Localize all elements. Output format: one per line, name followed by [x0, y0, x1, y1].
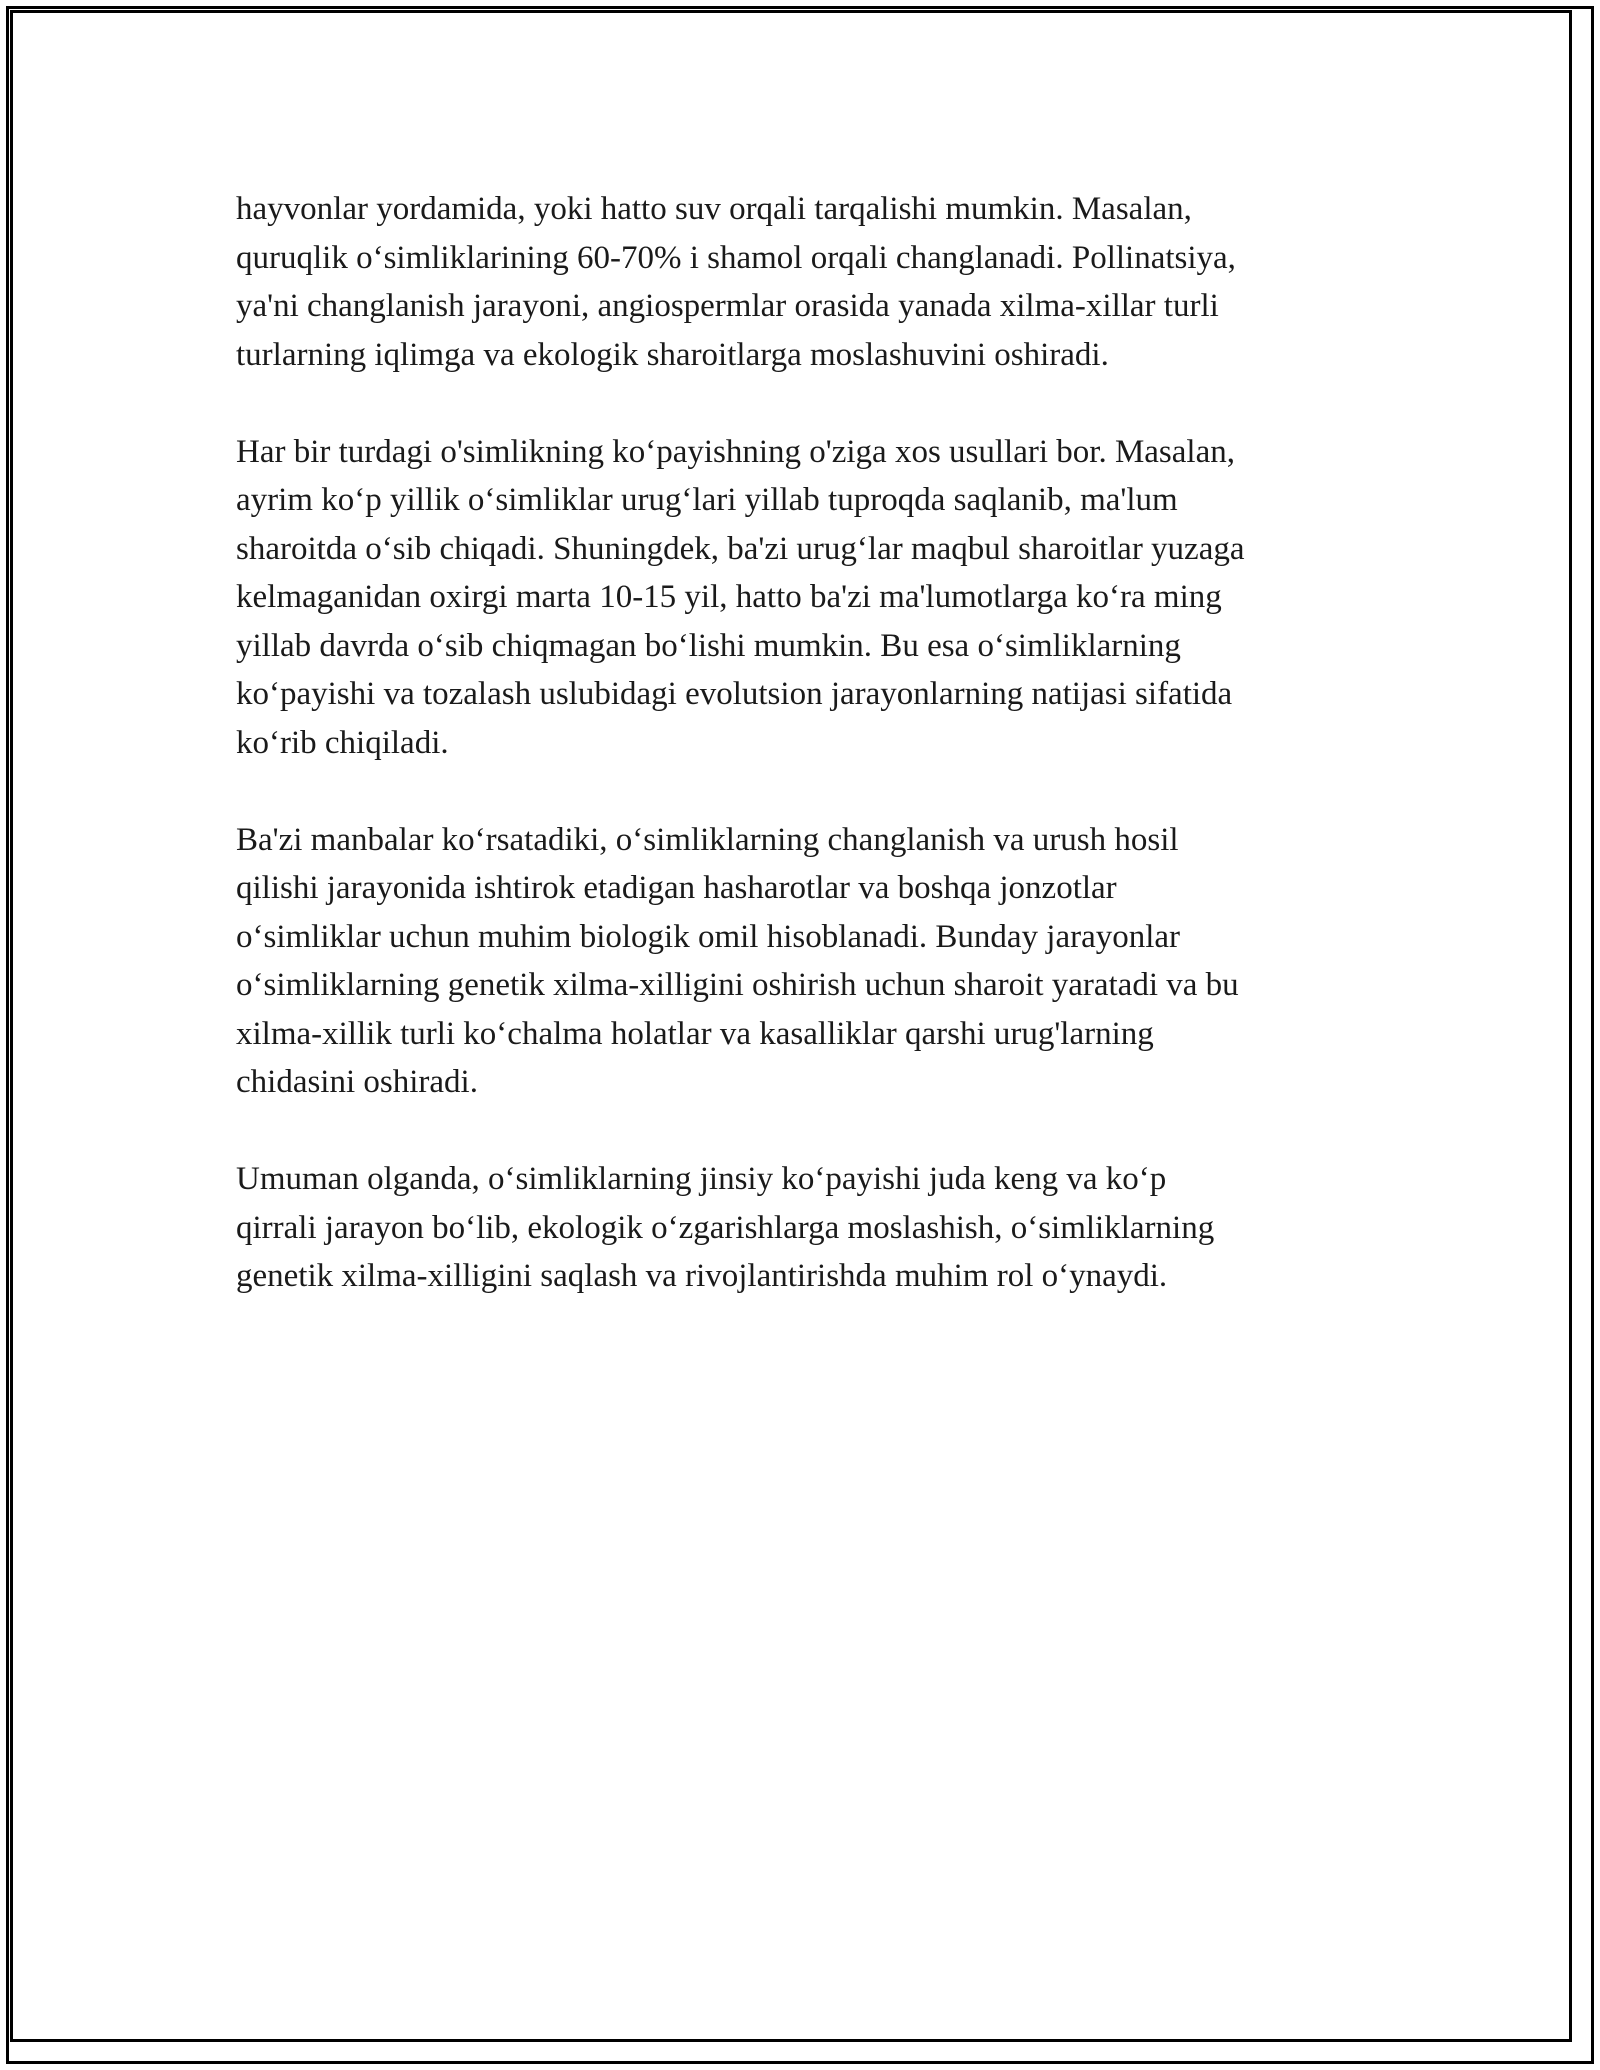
document-body	[236, 185, 1376, 1349]
text-line: Har bir turdagi o'simlikning ko‘payishning o'ziga xos usullari bor. Masalan,	[236, 433, 1235, 470]
text-line: qilishi jarayonida ishtirok etadigan hasharotlar va boshqa jonzotlar	[236, 870, 1117, 906]
text-line: kelmaganidan oxirgi marta 10-15 yil, hatto ba'zi ma'lumotlarga ko‘ra ming	[236, 579, 1222, 615]
paragraph-4	[236, 1155, 1376, 1301]
text-line: chidasini oshiradi.	[236, 1064, 478, 1100]
text-line: qirrali jarayon bo‘lib, ekologik o‘zgarishlarga moslashish, o‘simliklarning	[236, 1209, 1215, 1246]
text-line: ko‘rib chiqiladi.	[236, 724, 449, 761]
text-line: o‘simliklar uchun muhim biologik omil hisoblanadi. Bunday jarayonlar	[236, 918, 1181, 955]
text-line: turlarning iqlimga va ekologik sharoitlarga moslashuvini oshiradi.	[236, 336, 1109, 373]
text-line: ko‘payishi va tozalash uslubidagi evolutsion jarayonlarning natijasi sifatida	[236, 676, 1233, 712]
text-line: Umuman olganda, o‘simliklarning jinsiy ko‘payishi juda keng va ko‘p	[236, 1161, 1167, 1197]
paragraph-3	[236, 816, 1376, 1107]
text-line: yillab davrda o‘sib chiqmagan bo‘lishi mumkin. Bu esa o‘simliklarning	[236, 627, 1181, 664]
text-line: sharoitda o‘sib chiqadi. Shuningdek, ba'zi urug‘lar maqbul sharoitlar yuzaga	[236, 530, 1245, 567]
text-line: hayvonlar yordamida, yoki hatto suv orqali tarqalishi mumkin. Masalan,	[236, 191, 1192, 227]
paragraph-2	[236, 428, 1376, 768]
text-line: ya'ni changlanish jarayoni, angiospermlar orasida yanada xilma-xillar turli	[236, 288, 1219, 324]
text-line: xilma-xillik turli ko‘chalma holatlar va kasalliklar qarshi urug'larning	[236, 1015, 1154, 1052]
text-line: quruqlik o‘simliklarining 60-70% i shamol orqali changlanadi. Pollinatsiya,	[236, 239, 1236, 276]
text-line: genetik xilma-xilligini saqlash va rivojlantirishda muhim rol o‘ynaydi.	[236, 1258, 1168, 1294]
text-line: o‘simliklarning genetik xilma-xilligini oshirish uchun sharoit yaratadi va bu	[236, 967, 1239, 1003]
text-line: Ba'zi manbalar ko‘rsatadiki, o‘simliklarning changlanish va urush hosil	[236, 821, 1179, 858]
paragraph-1	[236, 185, 1376, 379]
text-line: ayrim ko‘p yillik o‘simliklar urug‘lari yillab tuproqda saqlanib, ma'lum	[236, 482, 1178, 518]
